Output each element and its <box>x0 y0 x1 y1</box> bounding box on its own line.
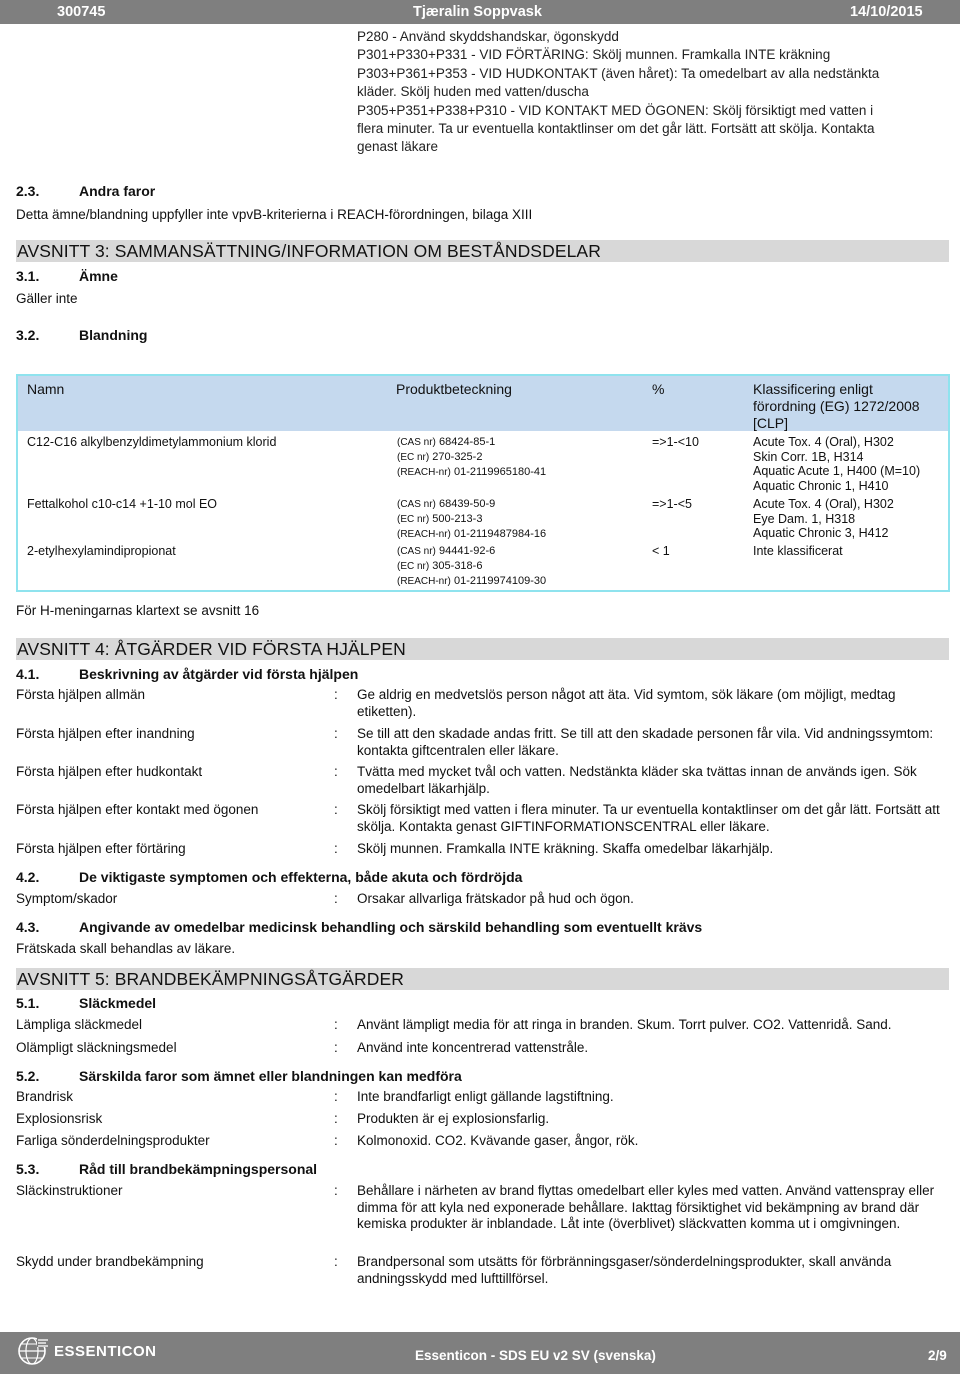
component-name: 2-etylhexylamindipropionat <box>27 544 176 558</box>
field-colon: : <box>334 841 338 856</box>
page-header <box>0 0 960 24</box>
field-colon: : <box>334 687 338 702</box>
revision-date: 14/10/2015 <box>850 4 923 20</box>
field-value: Skölj munnen. Framkalla INTE kräkning. Skaffa omedelbar läkarhjälp. <box>357 841 774 856</box>
h-statements-note: För H-meningarnas klartext se avsnitt 16 <box>16 603 260 618</box>
field-value: Inte brandfarligt enligt gällande lagstiftning. <box>357 1089 614 1104</box>
header-percent: % <box>652 381 665 397</box>
field-colon: : <box>334 1040 338 1055</box>
table-row <box>18 540 948 590</box>
field-label: Farliga sönderdelningsprodukter <box>16 1133 210 1148</box>
subsection-3-2-heading: 3.2. Blandning <box>16 327 148 343</box>
field-colon: : <box>334 1017 338 1032</box>
field-colon: : <box>334 891 338 906</box>
component-percent: < 1 <box>652 544 670 558</box>
field-value: Ge aldrig en medvetslös person något att äta. Vid symtom, sök läkare (om möjligt, medtag etiketten). <box>357 687 896 719</box>
essenticon-logo <box>17 1335 157 1367</box>
component-percent: =>1-<5 <box>652 497 692 511</box>
component-ids: (CAS nr) 68424-85-1 (EC nr) 270-325-2 (REACH-nr) 01-2119965180-41 <box>397 436 547 478</box>
table-row <box>18 493 948 540</box>
statement-line: flera minuter. Ta ur eventuella kontaktlinser om det går lätt. Fortsätt att skölja. Kontakta <box>357 121 875 137</box>
field-colon: : <box>334 726 338 741</box>
field-value: Behållare i närheten av brand flyttas omedelbart eller kyles med vatten. Använd vattenspray eller dimma för att kyla ned exponerade behållare. Iakttag försiktighet vid bekämpning av brand där kemiska produkter är inblandade. Låt inte (överblivet) släckvatten komma ut i omgivningen. <box>357 1183 935 1231</box>
globe-icon <box>17 1336 51 1366</box>
field-value: Produkten är ej explosionsfarlig. <box>357 1111 550 1126</box>
field-label: Första hjälpen allmän <box>16 687 146 702</box>
subsection-5-3-heading: 5.3. Råd till brandbekämpningspersonal <box>16 1161 318 1177</box>
substance-text: Gäller inte <box>16 291 78 306</box>
component-name: C12-C16 alkylbenzyldimetylammonium klorid <box>27 435 277 449</box>
field-value: Tvätta med mycket tvål och vatten. Nedstänkta kläder ska tvättas innan de används igen. Sök omedelbart läkarhjälp. <box>357 764 917 796</box>
field-label: Första hjälpen efter kontakt med ögonen <box>16 802 259 817</box>
treatment-text: Frätskada skall behandlas av läkare. <box>16 941 236 956</box>
component-name: Fettalkohol c10-c14 +1-10 mol EO <box>27 497 218 511</box>
component-classification: Inte klassificerat <box>753 544 843 558</box>
field-label: Första hjälpen efter inandning <box>16 726 195 741</box>
statement-line: kläder. Skölj huden med vatten/duscha <box>357 84 589 100</box>
field-value: Använd inte koncentrerad vattenstråle. <box>357 1040 589 1055</box>
field-label: Symptom/skador <box>16 891 118 906</box>
page-number: 2/9 <box>928 1348 947 1363</box>
section-3-title: AVSNITT 3: SAMMANSÄTTNING/INFORMATION OM BESTÅNDSDELAR <box>16 240 949 262</box>
field-label: Olämpligt släckningsmedel <box>16 1040 177 1055</box>
precautionary-statements <box>357 28 947 157</box>
logo-text: ESSENTICON <box>54 1342 157 1360</box>
table-row <box>18 431 948 493</box>
page-footer <box>0 1332 960 1374</box>
field-colon: : <box>334 1133 338 1148</box>
header-product: Produktbeteckning <box>396 381 512 397</box>
section-5-title: AVSNITT 5: BRANDBEKÄMPNINGSÅTGÄRDER <box>16 968 949 990</box>
field-label: Explosionsrisk <box>16 1111 103 1126</box>
field-label: Släckinstruktioner <box>16 1183 123 1198</box>
component-classification: Acute Tox. 4 (Oral), H302 Eye Dam. 1, H318 Aquatic Chronic 3, H412 <box>753 497 894 540</box>
statement-line: genast läkare <box>357 139 439 155</box>
section-4-title: AVSNITT 4: ÅTGÄRDER VID FÖRSTA HJÄLPEN <box>16 638 949 660</box>
field-label: Brandrisk <box>16 1089 74 1104</box>
component-ids: (CAS nr) 94441-92-6 (EC nr) 305-318-6 (REACH-nr) 01-2119974109-30 <box>397 545 547 587</box>
composition-table <box>16 374 950 592</box>
subsection-3-1-heading: 3.1. Ämne <box>16 268 118 284</box>
statement-line: P280 - Använd skyddshandskar, ögonskydd <box>357 29 619 44</box>
field-value: Kolmonoxid. CO2. Kvävande gaser, ångor, rök. <box>357 1133 639 1148</box>
component-percent: =>1-<10 <box>652 435 699 449</box>
other-hazards-text: Detta ämne/blandning uppfyller inte vpvB-kriterierna i REACH-förordningen, bilaga XIII <box>16 207 533 222</box>
statement-line: P301+P330+P331 - VID FÖRTÄRING: Skölj munnen. Framkalla INTE kräkning <box>357 47 831 63</box>
product-name: Tjæralin Soppvask <box>413 4 542 20</box>
product-code: 300745 <box>57 4 106 20</box>
field-label: Första hjälpen efter förtäring <box>16 841 186 856</box>
header-classification: Klassificering enligt förordning (EG) 1272/2008 [CLP] <box>753 381 920 431</box>
footer-title: Essenticon - SDS EU v2 SV (svenska) <box>415 1348 656 1363</box>
field-colon: : <box>334 1183 338 1198</box>
statement-line: P303+P361+P353 - VID HUDKONTAKT (även håret): Ta omedelbart av alla nedstänkta <box>357 65 880 81</box>
field-colon: : <box>334 802 338 817</box>
subsection-4-1-heading: 4.1. Beskrivning av åtgärder vid första hjälpen <box>16 666 359 682</box>
subsection-5-1-heading: 5.1. Släckmedel <box>16 995 157 1011</box>
field-value: Brandpersonal som utsätts för förbränningsgaser/sönderdelningsprodukter, skall använda andningsskydd med lufttillförsel. <box>357 1254 892 1286</box>
component-ids: (CAS nr) 68439-50-9 (EC nr) 500-213-3 (REACH-nr) 01-2119487984-16 <box>397 498 547 540</box>
subsection-2-3-heading: 2.3. Andra faror <box>16 183 156 199</box>
field-value: Skölj försiktigt med vatten i flera minuter. Ta ur eventuella kontaktlinser om det går lätt. Fortsätt att skölja. Kontakta genast GIFTINFORMATIONSCENTRAL eller läkare. <box>357 802 940 834</box>
field-colon: : <box>334 1111 338 1126</box>
subsection-5-2-heading: 5.2. Särskilda faror som ämnet eller blandningen kan medföra <box>16 1068 462 1084</box>
field-label: Första hjälpen efter hudkontakt <box>16 764 203 779</box>
field-colon: : <box>334 1089 338 1104</box>
field-label: Skydd under brandbekämpning <box>16 1254 204 1269</box>
field-value: Använt lämpligt media för att ringa in branden. Skum. Torrt pulver. CO2. Vattenridå. Sand. <box>357 1017 892 1032</box>
field-label: Lämpliga släckmedel <box>16 1017 143 1032</box>
field-colon: : <box>334 764 338 779</box>
subsection-4-3-heading: 4.3. Angivande av omedelbar medicinsk behandling och särskild behandling som eventuellt krävs <box>16 919 703 935</box>
subsection-4-2-heading: 4.2. De viktigaste symptomen och effekterna, både akuta och fördröjda <box>16 869 523 885</box>
field-value: Se till att den skadade andas fritt. Se till att den skadade personen får vila. Vid andningssymtom: kontakta giftcentralen eller läkare. <box>357 726 934 758</box>
field-colon: : <box>334 1254 338 1269</box>
field-value: Orsakar allvarliga frätskador på hud och ögon. <box>357 891 634 906</box>
component-classification: Acute Tox. 4 (Oral), H302 Skin Corr. 1B, H314 Aquatic Acute 1, H400 (M=10) Aquatic Chronic 1, H410 <box>753 435 921 493</box>
statement-line: P305+P351+P338+P310 - VID KONTAKT MED ÖGONEN: Skölj försiktigt med vatten i <box>357 102 874 118</box>
table-header <box>18 376 948 431</box>
header-name: Namn <box>27 381 65 397</box>
